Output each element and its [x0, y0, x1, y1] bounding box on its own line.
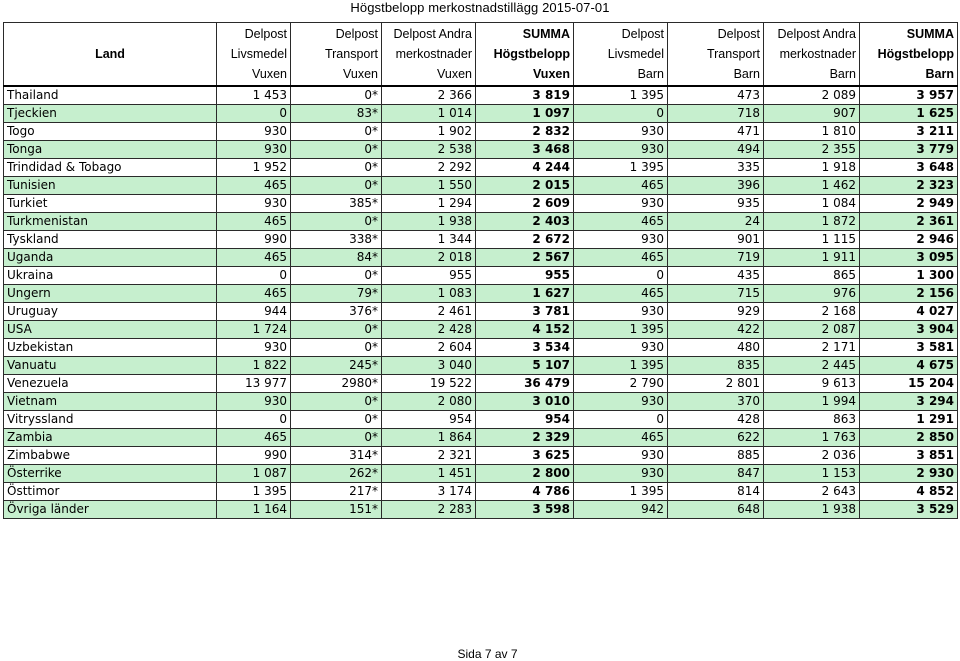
value-cell: 930	[574, 195, 668, 213]
value-cell: 1 083	[382, 285, 476, 303]
value-cell: 930	[217, 141, 291, 159]
column-header-1	[217, 23, 291, 87]
value-cell: 2 949	[860, 195, 958, 213]
value-cell: 1 294	[382, 195, 476, 213]
value-cell: 930	[574, 393, 668, 411]
value-cell: 3 010	[476, 393, 574, 411]
value-cell: 2 321	[382, 447, 476, 465]
value-cell: 3 294	[860, 393, 958, 411]
value-cell: 2 355	[764, 141, 860, 159]
table-row	[4, 393, 958, 411]
table-row	[4, 411, 958, 429]
page-footer: Sida 7 av 7	[457, 647, 518, 661]
value-cell: 465	[217, 177, 291, 195]
country-cell: Tonga	[4, 141, 217, 159]
table-row	[4, 285, 958, 303]
value-cell: 2980*	[291, 375, 382, 393]
value-cell: 4 675	[860, 357, 958, 375]
value-cell: 0*	[291, 86, 382, 105]
value-cell: 0	[217, 105, 291, 123]
table-row	[4, 105, 958, 123]
value-cell: 473	[668, 86, 764, 105]
country-cell: Östtimor	[4, 483, 217, 501]
value-cell: 24	[668, 213, 764, 231]
value-cell: 0*	[291, 339, 382, 357]
column-header-line: Högstbelopp	[493, 47, 570, 61]
value-cell: 930	[574, 141, 668, 159]
value-cell: 1 164	[217, 501, 291, 519]
column-header-line: merkostnader	[395, 47, 472, 61]
value-cell: 2 323	[860, 177, 958, 195]
table-row	[4, 465, 958, 483]
value-cell: 1 097	[476, 105, 574, 123]
value-cell: 865	[764, 267, 860, 285]
value-cell: 2 832	[476, 123, 574, 141]
value-cell: 0*	[291, 429, 382, 447]
country-cell: Zimbabwe	[4, 447, 217, 465]
value-cell: 944	[217, 303, 291, 321]
table-row	[4, 483, 958, 501]
country-cell: Tunisien	[4, 177, 217, 195]
value-cell: 1 153	[764, 465, 860, 483]
value-cell: 1 952	[217, 159, 291, 177]
value-cell: 3 851	[860, 447, 958, 465]
value-cell: 151*	[291, 501, 382, 519]
column-header-8	[860, 23, 958, 87]
value-cell: 3 534	[476, 339, 574, 357]
value-cell: 0*	[291, 393, 382, 411]
country-cell: Thailand	[4, 86, 217, 105]
table-row	[4, 447, 958, 465]
column-header-6	[668, 23, 764, 87]
value-cell: 2 089	[764, 86, 860, 105]
value-cell: 2 168	[764, 303, 860, 321]
value-cell: 435	[668, 267, 764, 285]
table-row	[4, 339, 958, 357]
value-cell: 2 361	[860, 213, 958, 231]
column-header-line: Barn	[637, 67, 664, 81]
table-row	[4, 321, 958, 339]
value-cell: 0*	[291, 177, 382, 195]
value-cell: 719	[668, 249, 764, 267]
value-cell: 2 930	[860, 465, 958, 483]
table-row	[4, 429, 958, 447]
value-cell: 13 977	[217, 375, 291, 393]
table-row	[4, 375, 958, 393]
column-header-line: Barn	[829, 67, 856, 81]
value-cell: 930	[574, 123, 668, 141]
value-cell: 2 292	[382, 159, 476, 177]
value-cell: 2 366	[382, 86, 476, 105]
value-cell: 954	[382, 411, 476, 429]
value-cell: 3 040	[382, 357, 476, 375]
column-header-line: Barn	[733, 67, 760, 81]
country-cell: Trindidad & Tobago	[4, 159, 217, 177]
value-cell: 930	[574, 465, 668, 483]
column-header-line: Livsmedel	[230, 47, 287, 61]
value-cell: 1 864	[382, 429, 476, 447]
value-cell: 2 672	[476, 231, 574, 249]
value-cell: 0	[574, 267, 668, 285]
value-cell: 15 204	[860, 375, 958, 393]
value-cell: 930	[217, 123, 291, 141]
value-cell: 1 938	[382, 213, 476, 231]
table-row	[4, 86, 958, 105]
country-cell: Ungern	[4, 285, 217, 303]
cost-table	[3, 22, 958, 519]
value-cell: 4 852	[860, 483, 958, 501]
value-cell: 5 107	[476, 357, 574, 375]
value-cell: 718	[668, 105, 764, 123]
column-header-line: Delpost	[717, 27, 760, 41]
column-header-line: Delpost Andra	[393, 27, 472, 41]
country-cell: Tjeckien	[4, 105, 217, 123]
value-cell: 1 625	[860, 105, 958, 123]
value-cell: 262*	[291, 465, 382, 483]
table-row	[4, 249, 958, 267]
value-cell: 1 291	[860, 411, 958, 429]
value-cell: 4 244	[476, 159, 574, 177]
table-row	[4, 501, 958, 519]
value-cell: 3 468	[476, 141, 574, 159]
table-row	[4, 303, 958, 321]
value-cell: 990	[217, 447, 291, 465]
column-header-line: Barn	[925, 67, 954, 81]
country-cell: Övriga länder	[4, 501, 217, 519]
value-cell: 2 461	[382, 303, 476, 321]
value-cell: 835	[668, 357, 764, 375]
value-cell: 1 344	[382, 231, 476, 249]
value-cell: 2 329	[476, 429, 574, 447]
column-header-line: Vuxen	[532, 67, 570, 81]
column-header-land: Land	[4, 23, 217, 87]
value-cell: 370	[668, 393, 764, 411]
value-cell: 2 087	[764, 321, 860, 339]
country-cell: Vietnam	[4, 393, 217, 411]
value-cell: 2 080	[382, 393, 476, 411]
value-cell: 385*	[291, 195, 382, 213]
value-cell: 2 036	[764, 447, 860, 465]
value-cell: 0	[217, 267, 291, 285]
value-cell: 930	[574, 339, 668, 357]
value-cell: 976	[764, 285, 860, 303]
value-cell: 3 598	[476, 501, 574, 519]
value-cell: 3 957	[860, 86, 958, 105]
value-cell: 954	[476, 411, 574, 429]
value-cell: 2 156	[860, 285, 958, 303]
value-cell: 2 790	[574, 375, 668, 393]
value-cell: 1 395	[574, 86, 668, 105]
value-cell: 930	[574, 231, 668, 249]
value-cell: 715	[668, 285, 764, 303]
value-cell: 465	[574, 429, 668, 447]
value-cell: 3 095	[860, 249, 958, 267]
value-cell: 863	[764, 411, 860, 429]
country-cell: Uzbekistan	[4, 339, 217, 357]
value-cell: 955	[476, 267, 574, 285]
value-cell: 84*	[291, 249, 382, 267]
column-header-line: Transport	[706, 47, 760, 61]
value-cell: 465	[574, 249, 668, 267]
value-cell: 2 609	[476, 195, 574, 213]
value-cell: 2 850	[860, 429, 958, 447]
table-row	[4, 177, 958, 195]
value-cell: 2 015	[476, 177, 574, 195]
table-row	[4, 159, 958, 177]
table-body	[4, 86, 958, 519]
value-cell: 465	[217, 429, 291, 447]
value-cell: 648	[668, 501, 764, 519]
value-cell: 1 822	[217, 357, 291, 375]
column-header-4	[476, 23, 574, 87]
value-cell: 930	[574, 447, 668, 465]
country-cell: Vitryssland	[4, 411, 217, 429]
value-cell: 2 403	[476, 213, 574, 231]
value-cell: 1 395	[574, 159, 668, 177]
value-cell: 396	[668, 177, 764, 195]
value-cell: 1 453	[217, 86, 291, 105]
value-cell: 929	[668, 303, 764, 321]
value-cell: 2 445	[764, 357, 860, 375]
country-cell: Vanuatu	[4, 357, 217, 375]
column-header-line: Vuxen	[252, 67, 287, 81]
country-cell: USA	[4, 321, 217, 339]
value-cell: 1 014	[382, 105, 476, 123]
value-cell: 622	[668, 429, 764, 447]
value-cell: 9 613	[764, 375, 860, 393]
table-row	[4, 231, 958, 249]
value-cell: 2 428	[382, 321, 476, 339]
column-header-line: Delpost Andra	[777, 27, 856, 41]
value-cell: 471	[668, 123, 764, 141]
value-cell: 955	[382, 267, 476, 285]
value-cell: 36 479	[476, 375, 574, 393]
value-cell: 1 627	[476, 285, 574, 303]
value-cell: 3 819	[476, 86, 574, 105]
value-cell: 2 538	[382, 141, 476, 159]
table-row	[4, 213, 958, 231]
header-row	[4, 23, 958, 87]
value-cell: 335	[668, 159, 764, 177]
value-cell: 4 786	[476, 483, 574, 501]
value-cell: 3 648	[860, 159, 958, 177]
value-cell: 4 152	[476, 321, 574, 339]
value-cell: 465	[574, 285, 668, 303]
value-cell: 465	[574, 213, 668, 231]
value-cell: 1 872	[764, 213, 860, 231]
value-cell: 1 994	[764, 393, 860, 411]
value-cell: 885	[668, 447, 764, 465]
value-cell: 1 724	[217, 321, 291, 339]
column-header-line: Högstbelopp	[877, 47, 954, 61]
value-cell: 2 171	[764, 339, 860, 357]
value-cell: 901	[668, 231, 764, 249]
value-cell: 1 115	[764, 231, 860, 249]
column-header-line: SUMMA	[906, 27, 954, 41]
value-cell: 0*	[291, 267, 382, 285]
value-cell: 0*	[291, 321, 382, 339]
value-cell: 1 395	[574, 483, 668, 501]
value-cell: 2 801	[668, 375, 764, 393]
value-cell: 930	[217, 195, 291, 213]
value-cell: 376*	[291, 303, 382, 321]
value-cell: 1 550	[382, 177, 476, 195]
table-row	[4, 195, 958, 213]
value-cell: 1 087	[217, 465, 291, 483]
value-cell: 1 300	[860, 267, 958, 285]
value-cell: 217*	[291, 483, 382, 501]
value-cell: 2 567	[476, 249, 574, 267]
value-cell: 2 018	[382, 249, 476, 267]
column-header-line: Vuxen	[437, 67, 472, 81]
value-cell: 1 810	[764, 123, 860, 141]
column-header-line: Vuxen	[343, 67, 378, 81]
country-cell: Turkiet	[4, 195, 217, 213]
value-cell: 465	[217, 213, 291, 231]
value-cell: 3 529	[860, 501, 958, 519]
column-header-2	[291, 23, 382, 87]
value-cell: 930	[217, 393, 291, 411]
column-header-line: Delpost	[621, 27, 664, 41]
value-cell: 907	[764, 105, 860, 123]
page-title: Högstbelopp merkostnadstillägg 2015-07-01	[350, 0, 610, 15]
value-cell: 0*	[291, 213, 382, 231]
column-header-line: merkostnader	[779, 47, 856, 61]
country-cell: Österrike	[4, 465, 217, 483]
value-cell: 1 462	[764, 177, 860, 195]
column-header-3	[382, 23, 476, 87]
value-cell: 814	[668, 483, 764, 501]
value-cell: 83*	[291, 105, 382, 123]
value-cell: 465	[217, 285, 291, 303]
value-cell: 1 911	[764, 249, 860, 267]
value-cell: 3 211	[860, 123, 958, 141]
value-cell: 3 781	[476, 303, 574, 321]
value-cell: 3 779	[860, 141, 958, 159]
table-row	[4, 267, 958, 285]
value-cell: 990	[217, 231, 291, 249]
country-cell: Zambia	[4, 429, 217, 447]
value-cell: 3 625	[476, 447, 574, 465]
value-cell: 3 174	[382, 483, 476, 501]
value-cell: 0*	[291, 159, 382, 177]
country-cell: Uganda	[4, 249, 217, 267]
value-cell: 79*	[291, 285, 382, 303]
column-header-line: Livsmedel	[607, 47, 664, 61]
value-cell: 942	[574, 501, 668, 519]
value-cell: 3 904	[860, 321, 958, 339]
country-cell: Venezuela	[4, 375, 217, 393]
value-cell: 2 283	[382, 501, 476, 519]
value-cell: 1 395	[217, 483, 291, 501]
table-row	[4, 141, 958, 159]
country-cell: Ukraina	[4, 267, 217, 285]
column-header-line: Delpost	[335, 27, 378, 41]
value-cell: 1 938	[764, 501, 860, 519]
value-cell: 1 395	[574, 357, 668, 375]
value-cell: 930	[217, 339, 291, 357]
value-cell: 2 643	[764, 483, 860, 501]
table-row	[4, 123, 958, 141]
value-cell: 422	[668, 321, 764, 339]
value-cell: 1 902	[382, 123, 476, 141]
value-cell: 0*	[291, 123, 382, 141]
value-cell: 465	[574, 177, 668, 195]
value-cell: 1 763	[764, 429, 860, 447]
column-header-line: Transport	[324, 47, 378, 61]
country-cell: Tyskland	[4, 231, 217, 249]
value-cell: 2 800	[476, 465, 574, 483]
value-cell: 4 027	[860, 303, 958, 321]
column-header-line: SUMMA	[522, 27, 570, 41]
value-cell: 465	[217, 249, 291, 267]
column-header-7	[764, 23, 860, 87]
column-header-5	[574, 23, 668, 87]
value-cell: 0	[574, 105, 668, 123]
value-cell: 1 084	[764, 195, 860, 213]
value-cell: 1 918	[764, 159, 860, 177]
country-cell: Togo	[4, 123, 217, 141]
value-cell: 480	[668, 339, 764, 357]
country-cell: Uruguay	[4, 303, 217, 321]
column-header-line: Delpost	[244, 27, 287, 41]
value-cell: 314*	[291, 447, 382, 465]
value-cell: 2 604	[382, 339, 476, 357]
value-cell: 847	[668, 465, 764, 483]
value-cell: 935	[668, 195, 764, 213]
value-cell: 930	[574, 303, 668, 321]
value-cell: 428	[668, 411, 764, 429]
value-cell: 245*	[291, 357, 382, 375]
value-cell: 2 946	[860, 231, 958, 249]
value-cell: 494	[668, 141, 764, 159]
value-cell: 338*	[291, 231, 382, 249]
country-cell: Turkmenistan	[4, 213, 217, 231]
value-cell: 0*	[291, 411, 382, 429]
table-row	[4, 357, 958, 375]
value-cell: 0*	[291, 141, 382, 159]
value-cell: 0	[217, 411, 291, 429]
value-cell: 1 395	[574, 321, 668, 339]
value-cell: 3 581	[860, 339, 958, 357]
value-cell: 19 522	[382, 375, 476, 393]
value-cell: 0	[574, 411, 668, 429]
value-cell: 1 451	[382, 465, 476, 483]
